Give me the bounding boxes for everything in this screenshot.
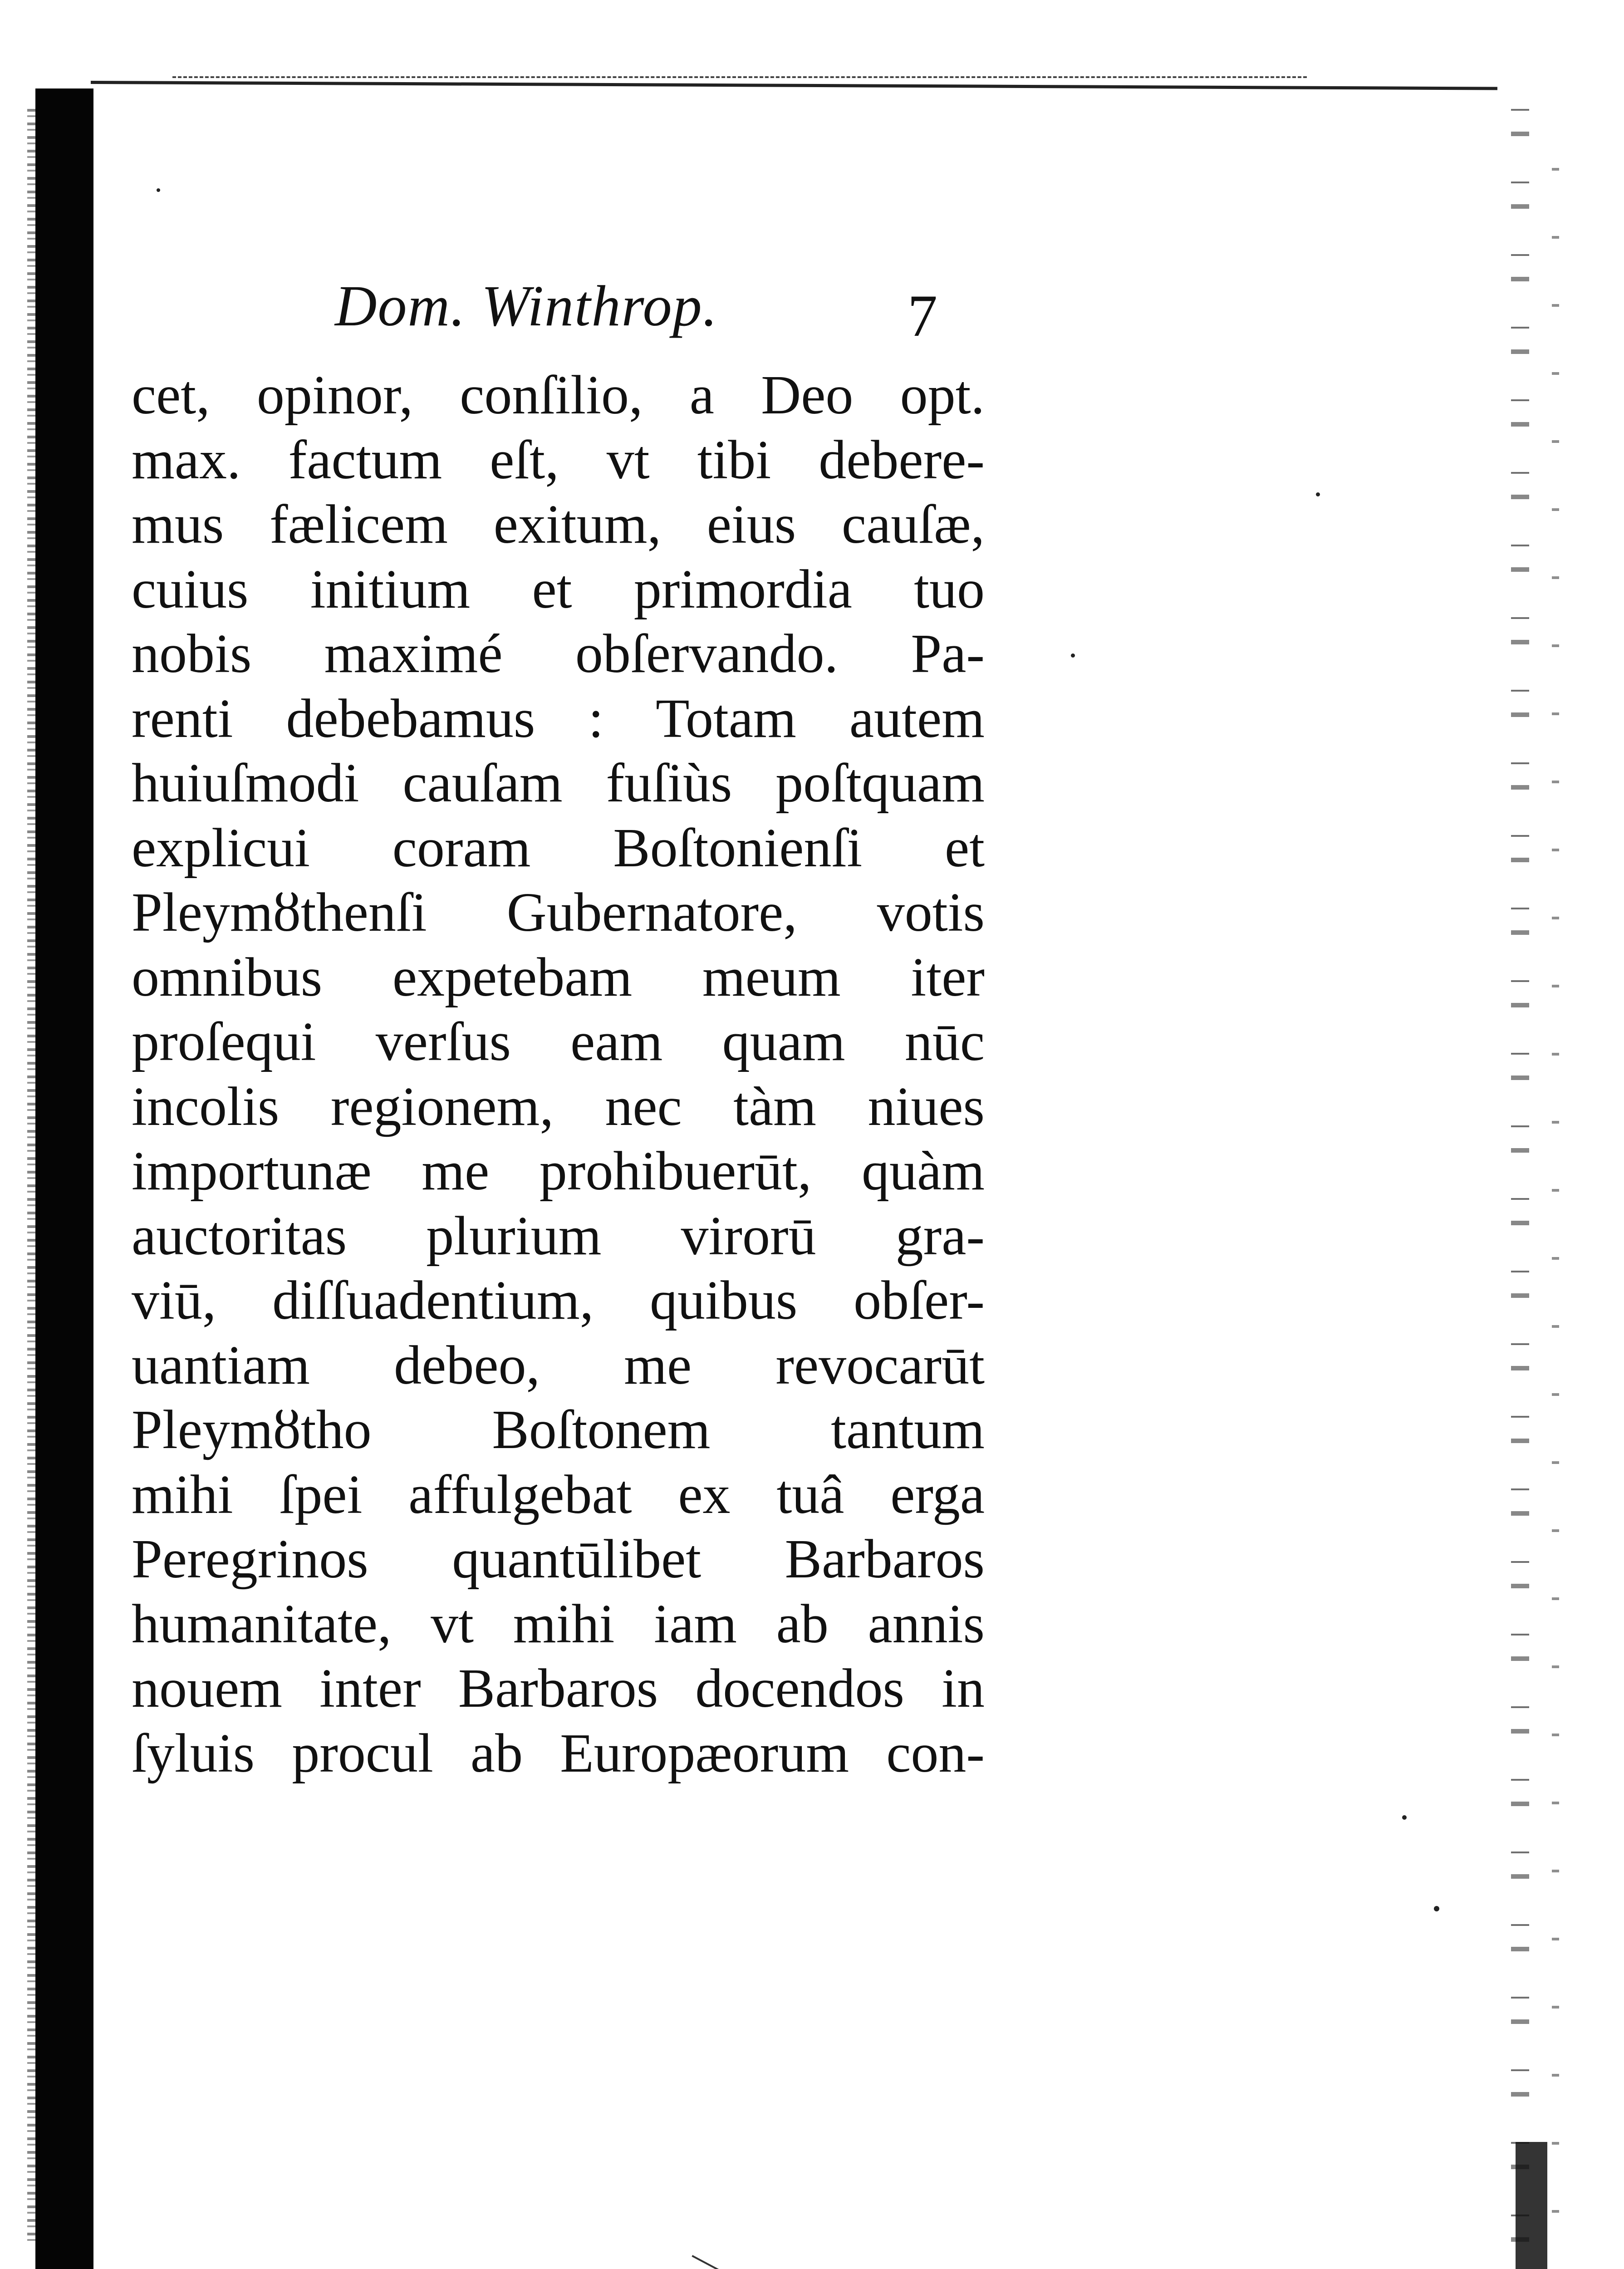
text-line: incolis regionem, nec tàm niues	[132, 1076, 985, 1137]
text-line: nouem inter Barbaros docendos in	[132, 1658, 985, 1719]
text-line: mus fælicem exitum, eius cauſæ,	[132, 494, 985, 555]
text-line: viū, diſſuadentium, quibus obſer-	[132, 1270, 985, 1331]
ink-speck	[1316, 492, 1320, 496]
text-line: cuius initium et primordia tuo	[132, 558, 985, 620]
ink-speck	[1402, 1815, 1407, 1820]
text-line: proſequi verſus eam quam nūc	[132, 1011, 985, 1072]
ink-stroke-mark	[692, 2255, 728, 2269]
running-head-title: Dom. Winthrop.	[335, 274, 718, 338]
text-line: Pleymȣthenſi Gubernatore, votis	[132, 882, 985, 943]
page-right-edge-blot	[1516, 2142, 1547, 2269]
ink-speck	[1434, 1906, 1439, 1911]
text-line: Peregrinos quantūlibet Barbaros	[132, 1528, 985, 1590]
page-top-edge-shadow	[172, 76, 1307, 78]
text-line: Pleymȣtho Boſtonem tantum	[132, 1399, 985, 1460]
page-right-edge-noise	[1552, 136, 1559, 2269]
page-number: 7	[908, 282, 937, 349]
ink-speck	[157, 188, 160, 192]
text-line: explicui coram Boſtonienſi et	[132, 817, 985, 879]
page-right-edge	[1511, 91, 1529, 2269]
text-line: uantiam debeo, me revocarūt	[132, 1334, 985, 1396]
binding-spine	[35, 88, 93, 2269]
ink-speck	[1071, 653, 1075, 658]
text-line: nobis maximé obſervando. Pa-	[132, 623, 985, 684]
text-line: omnibus expetebam meum iter	[132, 946, 985, 1008]
text-line: importunæ me prohibuerūt, quàm	[132, 1140, 985, 1202]
text-line: huiuſmodi cauſam fuſiùs poſtquam	[132, 752, 985, 814]
body-text-block	[132, 363, 985, 1786]
text-line: renti debebamus : Totam autem	[132, 688, 985, 749]
text-line: auctoritas plurium virorū gra-	[132, 1205, 985, 1267]
text-line: humanitate, vt mihi iam ab annis	[132, 1593, 985, 1655]
text-line: mihi ſpei affulgebat ex tuâ erga	[132, 1464, 985, 1525]
text-line: ſyluis procul ab Europæorum con-	[132, 1722, 985, 1784]
page-top-edge	[91, 81, 1497, 90]
text-line: max. factum eſt, vt tibi debere-	[132, 429, 985, 491]
text-line: cet, opinor, conſilio, a Deo opt.	[132, 364, 985, 426]
